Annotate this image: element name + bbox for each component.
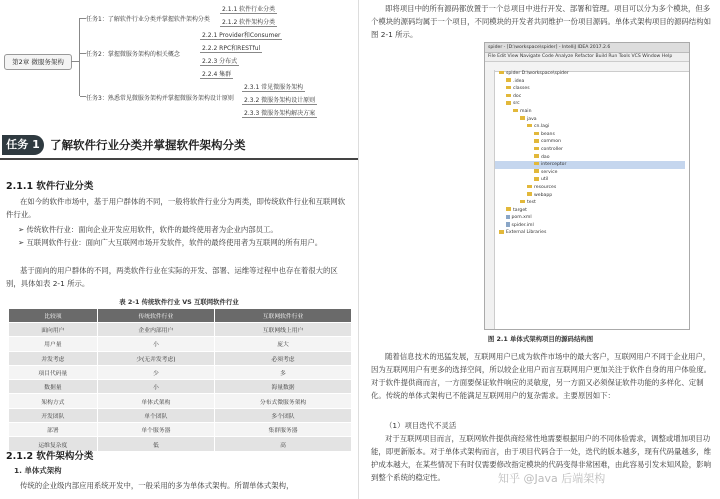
paragraph: 即将项目中的所有源码都放置于一个总项目中进行开发、部署和管理。项目可以分为多个模块，但多个模块的源码均属于一个项目，不同模块的开发者共同维护一份项目源码。单体式架构项目的源码结构如图 2-1 所示。 — [371, 4, 711, 39]
table-cell: 互联网线上用户 — [215, 323, 352, 337]
task-badge: 任务 1 — [2, 135, 44, 155]
tree-item-label: classes — [513, 86, 530, 92]
tree-item[interactable] — [495, 100, 685, 108]
table-cell: 架构方式 — [9, 394, 98, 408]
folder-icon — [534, 132, 539, 136]
table-cell: 小 — [97, 337, 214, 351]
tree-item[interactable] — [495, 78, 685, 86]
folder-icon — [527, 185, 532, 189]
tree-item-label: src — [513, 101, 520, 107]
tree-item-label: dao — [541, 154, 550, 160]
table-caption: 表 2-1 传统软件行业 VS 互联网软件行业 — [119, 298, 239, 306]
tree-item[interactable] — [495, 131, 685, 139]
tree-item-label: spider D:\workspace\spider — [506, 71, 569, 76]
folder-icon — [506, 86, 511, 90]
mindmap-leaf: 2.1.2 软件架构分类 — [222, 19, 276, 26]
tree-item[interactable] — [495, 146, 685, 154]
subsection-heading: 1. 单体式架构 — [14, 466, 62, 475]
table-row — [9, 423, 352, 437]
tree-item[interactable] — [495, 108, 685, 116]
folder-icon — [499, 230, 504, 234]
folder-icon — [520, 200, 525, 204]
tree-item[interactable] — [495, 192, 685, 200]
tree-item-label: java — [527, 116, 537, 122]
table-row — [9, 365, 352, 379]
mindmap-connector — [80, 96, 86, 97]
table-cell: 用户量 — [9, 337, 98, 351]
folder-icon — [534, 139, 539, 143]
mindmap-leaf: 2.2.2 RPC和RESTful — [202, 45, 261, 52]
table-cell: 单个团队 — [97, 408, 214, 422]
tree-item[interactable] — [495, 70, 685, 78]
table-cell: 小 — [97, 380, 214, 394]
tree-item[interactable] — [495, 123, 685, 131]
table-row — [9, 337, 352, 351]
table-cell: 企业内部用户 — [97, 323, 214, 337]
mindmap-connector — [80, 53, 86, 54]
tree-item[interactable] — [495, 229, 685, 237]
watermark: 知乎 @Java 后端架构 — [498, 472, 606, 485]
folder-icon — [527, 192, 532, 196]
ide-screenshot — [484, 42, 690, 330]
bullet-item: ➢ 传统软件行业：面向企业开发应用软件，软件的最终使用者为企业内部员工。 — [18, 225, 278, 234]
table-row — [9, 380, 352, 394]
table-cell: 多 — [215, 365, 352, 379]
table-cell: 多个团队 — [215, 408, 352, 422]
mindmap-leaf: 2.3.2 微服务架构设计原则 — [244, 97, 316, 104]
tree-item-label: pom.xml — [511, 215, 532, 221]
folder-icon — [506, 78, 511, 82]
tree-item-label: controller — [541, 146, 563, 152]
tree-item[interactable] — [495, 169, 685, 177]
ide-side-panel — [485, 70, 495, 329]
tree-item-label: util — [541, 177, 549, 183]
folder-icon — [506, 207, 511, 211]
tree-item-label: common — [541, 139, 562, 145]
mindmap-leaf: 2.2.3 分布式 — [202, 58, 238, 65]
tree-item-label: test — [527, 200, 536, 206]
folder-icon — [534, 177, 539, 181]
mindmap-task-3: 任务3：熟悉常见微服务架构并掌握微服务架构设计原则 — [86, 95, 234, 102]
paragraph: 传统的企业级内部应用系统开发中，一般采用的多为单体式架构。所谓单体式架构， — [20, 481, 294, 490]
table-row — [9, 394, 352, 408]
mindmap-task-2: 任务2：掌握微服务架构的相关概念 — [86, 51, 180, 58]
tree-item-label: webapp — [534, 192, 553, 198]
right-page — [361, 0, 720, 499]
tree-item[interactable] — [495, 214, 685, 222]
folder-icon — [534, 147, 539, 151]
folder-icon — [520, 116, 525, 120]
folder-icon — [513, 109, 518, 113]
paragraph: 基于面向的用户群体的不同，两类软件行业在实际的开发、部署、运维等过程中也存在着很大的区别，具体如表 2-1 所示。 — [6, 266, 338, 288]
table-header-cell: 比较项 — [9, 309, 98, 323]
paragraph: 在如今的软件市场中，基于用户群体的不同，一般将软件行业分为两类，即传统软件行业和互联网软件行业。 — [6, 197, 346, 219]
folder-icon — [499, 71, 504, 75]
mindmap-leaf: 2.2.4 集群 — [202, 71, 232, 78]
folder-icon — [534, 169, 539, 173]
mindmap-leaf: 2.3.3 微服务架构解决方案 — [244, 110, 316, 117]
tree-item-label: External Libraries — [506, 230, 547, 236]
tree-item[interactable] — [495, 199, 685, 207]
tree-item[interactable] — [495, 207, 685, 215]
table-row — [9, 408, 352, 422]
mindmap-root: 第2章 微服务架构 — [4, 54, 72, 70]
table-cell: 低 — [97, 437, 214, 451]
mindmap-task-1: 任务1：了解软件行业分类并掌握软件架构分类 — [86, 16, 210, 23]
file-icon — [506, 222, 510, 227]
table-cell: 部署 — [9, 423, 98, 437]
tree-item[interactable] — [495, 154, 685, 162]
table-cell: 少(无并发考虑) — [97, 351, 214, 365]
tree-item[interactable] — [495, 184, 685, 192]
tree-item-label: interceptor — [541, 162, 567, 168]
table-cell: 庞大 — [215, 337, 352, 351]
paragraph: 对于互联网项目而言，互联网软件提供商经常性地需要根据用户的不同体验需求，调整或增加项目功能，即更新版本。对于单体式架构而言，由于项目代码合于一处，迭代的版本越多，现有代码量越多，维护成本越大，在某些情况下有时仅需要修改指定模块的代码变得非常困难，由此容易引发未知风险，影响到整个系统的稳定性。 — [371, 434, 711, 482]
mindmap-leaf: 2.3.1 常见微服务架构 — [244, 84, 304, 91]
section-heading-2-1-1: 2.1.1 软件行业分类 — [6, 181, 94, 192]
project-tree — [495, 70, 685, 329]
mindmap-connector — [71, 61, 79, 62]
tree-item-label: target — [513, 207, 527, 213]
table-header-cell: 传统软件行业 — [97, 309, 214, 323]
tree-item[interactable] — [495, 161, 685, 169]
tree-item[interactable] — [495, 85, 685, 93]
ide-title-bar: spider - [D:\workspace\spider] - IntelliJ IDEA 2017.2.6 — [485, 43, 689, 53]
figure-caption: 图 2.1 单体式架构项目的源码结构图 — [487, 335, 594, 343]
table-cell: 运维复杂度 — [9, 437, 98, 451]
table-cell: 面向用户 — [9, 323, 98, 337]
file-icon — [506, 215, 510, 220]
table-cell: 海量数据 — [215, 380, 352, 394]
tree-item-label: doc — [513, 93, 522, 99]
folder-icon — [506, 101, 511, 105]
tree-item[interactable] — [495, 222, 685, 230]
table-cell: 必须考虑 — [215, 351, 352, 365]
table-cell: 高 — [215, 437, 352, 451]
tree-item-label: cn.lagi — [534, 124, 550, 130]
mindmap-leaf: 2.1.1 软件行业分类 — [222, 6, 276, 13]
ide-menu-bar: File Edit View Navigate Code Analyze Refactor Build Run Tools VCS Window Help — [485, 53, 689, 62]
table-cell: 少 — [97, 365, 214, 379]
paragraph: （1）项目迭代不灵活 — [385, 421, 457, 430]
tree-item-label: main — [520, 108, 532, 114]
table-cell: 并发考虑 — [9, 351, 98, 365]
mindmap-connector — [80, 18, 86, 19]
tree-item-label: spider.iml — [511, 222, 534, 228]
tree-item[interactable] — [495, 176, 685, 184]
mindmap-leaf: 2.2.1 Provider和Consumer — [202, 32, 281, 39]
table-cell: 单个服务器 — [97, 423, 214, 437]
tree-item-label: resources — [534, 184, 557, 190]
table-row — [9, 351, 352, 365]
table-row — [9, 323, 352, 337]
tree-item[interactable] — [495, 93, 685, 101]
table-cell: 集群服务器 — [215, 423, 352, 437]
mindmap-connector — [79, 18, 80, 96]
table-cell: 分布式微服务架构 — [215, 394, 352, 408]
tree-item[interactable] — [495, 138, 685, 146]
table-cell: 单体式架构 — [97, 394, 214, 408]
left-page — [0, 0, 359, 499]
bullet-item: ➢ 互联网软件行业：面向广大互联网市场开发软件，软件的最终使用者为互联网的所有用户。 — [18, 238, 323, 247]
tree-item[interactable] — [495, 116, 685, 124]
table-cell: 项目代码量 — [9, 365, 98, 379]
tree-item-label: .idea — [513, 78, 525, 84]
section-heading-2-1-2: 2.1.2 软件架构分类 — [6, 451, 94, 462]
folder-icon — [527, 124, 532, 128]
table-header-cell: 互联网软件行业 — [215, 309, 352, 323]
comparison-table — [8, 308, 352, 452]
task-heading — [0, 134, 358, 160]
table-cell: 数据量 — [9, 380, 98, 394]
task-title: 了解软件行业分类并掌握软件架构分类 — [50, 138, 246, 152]
tree-item-label: service — [541, 169, 558, 175]
folder-icon — [534, 154, 539, 158]
folder-icon — [506, 94, 511, 98]
folder-icon — [534, 162, 539, 166]
tree-item-label: beans — [541, 131, 555, 137]
table-cell: 开发团队 — [9, 408, 98, 422]
paragraph: 随着信息技术的迅猛发展，互联网用户已成为软件市场中的最大客户，互联网用户不同于企业用户，因为互联网用户有更多的选择空间，所以较企业用户而言互联网用户更加关注于软件自身的用户体验度。对于软件提供商而言，一方面要保证软件响应的灵敏度，另一方面又必须保证软件功能的多样化、定制化。传统的单体式架构已不能满足互联网用户的复杂需求。主要原因如下： — [371, 352, 711, 400]
